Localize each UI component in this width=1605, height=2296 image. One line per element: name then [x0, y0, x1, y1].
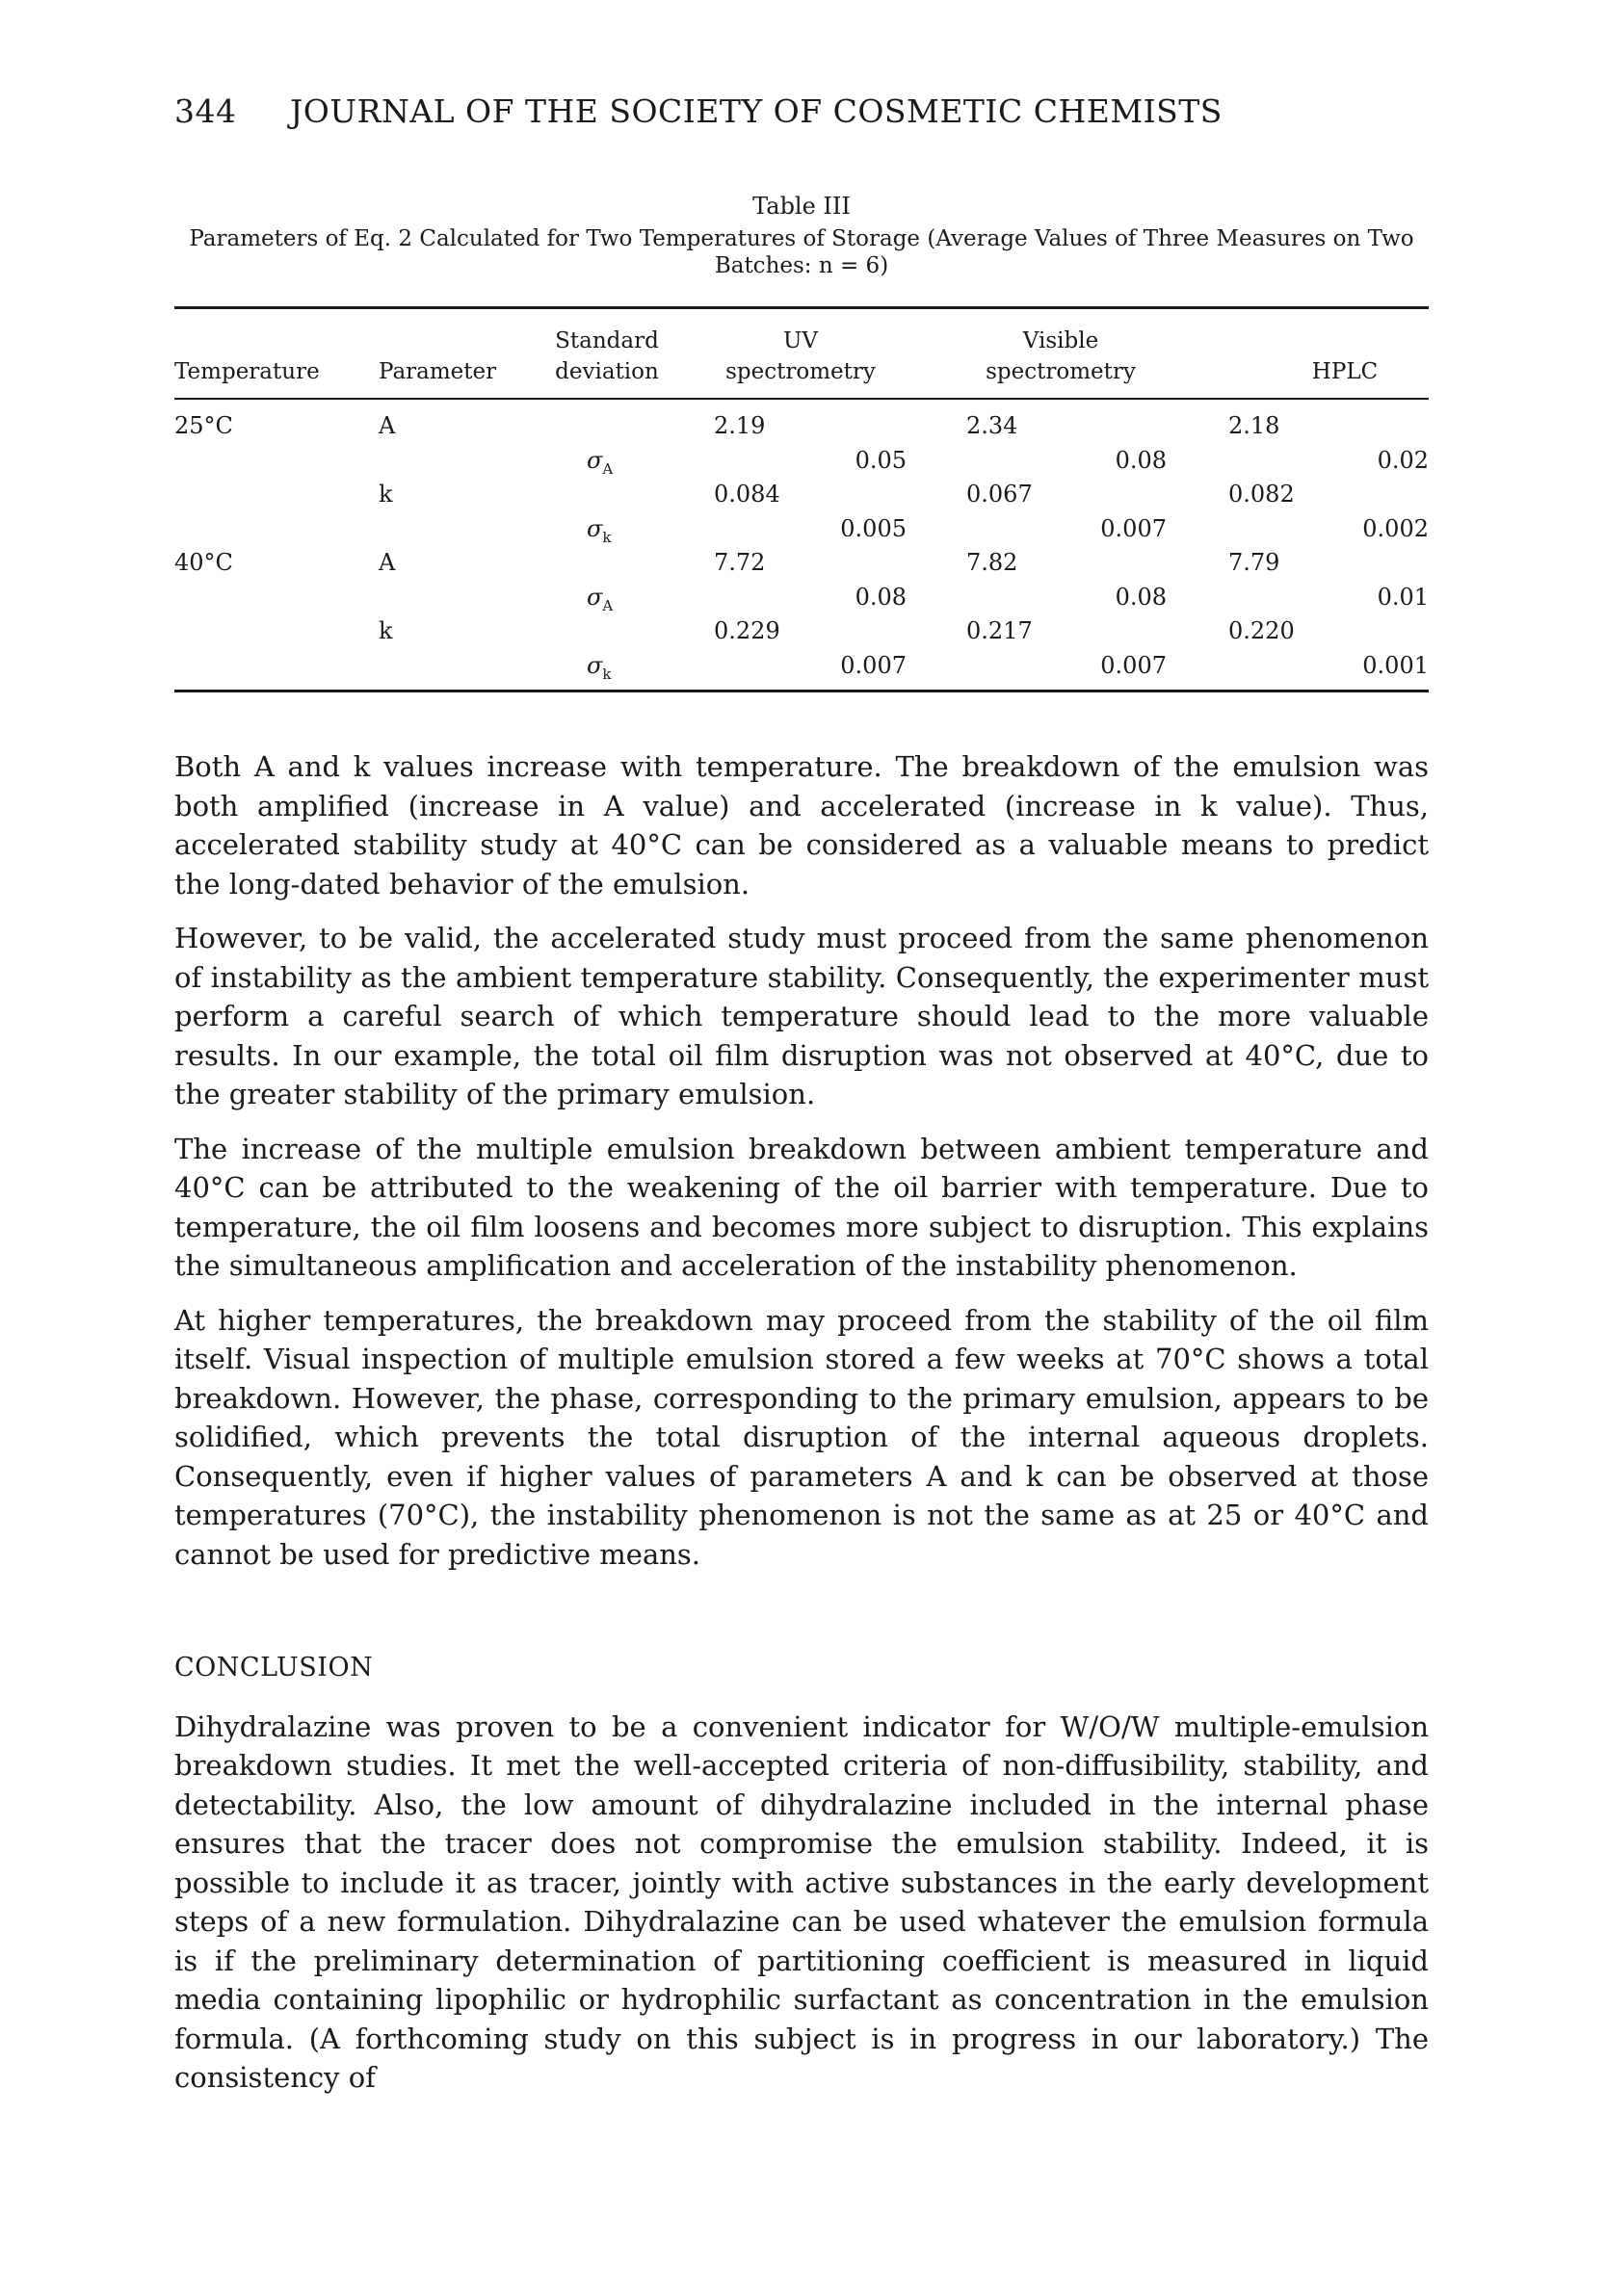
cell-uv-sd: 0.005: [840, 514, 907, 542]
header-uv-line1: UV: [783, 328, 818, 353]
cell-uv-value: 0.084: [714, 481, 780, 508]
cell-visible-value: 2.34: [966, 412, 1018, 439]
conclusion-paragraph: Dihydralazine was proven to be a convenient indicator for W/O/W multiple-emulsion breakdown studies. It met the well-accepted criteria of non-diffusibility, stability, and detectability. Also, the low amount of dihydralazine included in the internal phase ensures that the tracer does not compromise the emulsion stability. Indeed, it is possible to include it as tracer, jointly with active substances in the early development steps of a new formulation. Dihydralazine can be used whatever the emulsion formula is if the preliminary determination of partitioning coefficient is measured in liquid media containing lipophilic or hydrophilic surfactant as concentration in the emulsion formula. (A forthcoming study on this subject is in progress in our laboratory.) The consistency of: [174, 1709, 1429, 2094]
cell-visible-sd: 0.007: [1100, 651, 1167, 679]
cell-hplc-sd: 0.001: [1362, 651, 1429, 679]
cell-sigma: $\sigma_A$: [587, 446, 614, 478]
table-header-rule: [174, 398, 1429, 400]
cell-hplc-value: 2.18: [1228, 412, 1280, 439]
sigma-subscript: A: [602, 596, 614, 614]
header-uv-line2: spectrometry: [725, 359, 876, 384]
table-caption: [174, 193, 1429, 279]
cell-uv-sd: 0.08: [855, 583, 907, 611]
cell-parameter: A: [379, 549, 396, 576]
header-visible-line2: spectrometry: [986, 359, 1136, 384]
cell-hplc-value: 0.082: [1228, 481, 1295, 508]
cell-visible-sd: 0.08: [1115, 583, 1167, 611]
paragraph: The increase of the multiple emulsion breakdown between ambient temperature and 40°C can be attributed to the weakening of the oil barrier with temperature. Due to temperature, the oil film loosens and becomes more subject to disruption. This explains the simultaneous amplification and acceleration of the instability phenomenon.: [174, 1132, 1429, 1282]
paragraph: At higher temperatures, the breakdown may proceed from the stability of the oil film itself. Visual inspection of multiple emulsion stored a few weeks at 70°C shows a total breakdown. However, the phase, corresponding to the primary emulsion, appears to be solidified, which prevents the total disruption of the internal aqueous droplets. Consequently, even if higher values of parameters A and k can be observed at those temperatures (70°C), the instability phenomenon is not the same as at 25 or 40°C and cannot be used for predictive means.: [174, 1303, 1429, 1571]
running-head: [174, 92, 1427, 130]
cell-hplc-sd: 0.002: [1362, 514, 1429, 542]
cell-visible-value: 0.067: [966, 481, 1033, 508]
sigma-subscript: k: [602, 528, 612, 546]
table-title: Table III: [752, 193, 851, 220]
header-parameter: Parameter: [379, 359, 497, 384]
cell-parameter: k: [379, 481, 393, 508]
paragraph: However, to be valid, the accelerated study must proceed from the same phenomenon of instability as the ambient temperature stability. Consequently, the experimenter must perform a careful search of which temperature should lead to the more valuable results. In our example, the total oil film disruption was not observed at 40°C, due to the greater stability of the primary emulsion.: [174, 922, 1429, 1110]
header-temperature: Temperature: [174, 359, 320, 384]
cell-visible-sd: 0.007: [1100, 514, 1167, 542]
journal-title: JOURNAL OF THE SOCIETY OF COSMETIC CHEMISTS: [290, 92, 1223, 130]
conclusion-heading: CONCLUSION: [174, 1653, 374, 1683]
header-hplc: HPLC: [1311, 359, 1379, 384]
header-visible-line1: Visible: [1022, 328, 1099, 353]
page-number: 344: [174, 92, 237, 130]
cell-uv-sd: 0.007: [840, 651, 907, 679]
cell-visible-value: 0.217: [966, 617, 1033, 644]
table-top-rule: [174, 306, 1429, 309]
table-bottom-rule: [174, 690, 1429, 692]
cell-uv-sd: 0.05: [855, 446, 907, 474]
header-std-line2: deviation: [555, 359, 659, 384]
cell-uv-value: 2.19: [714, 412, 766, 439]
cell-visible-value: 7.82: [966, 549, 1018, 576]
cell-hplc-value: 0.220: [1228, 617, 1295, 644]
cell-sigma: $\sigma_k$: [587, 651, 612, 683]
cell-temperature: 40°C: [174, 549, 233, 576]
cell-hplc-sd: 0.02: [1377, 446, 1429, 474]
cell-parameter: k: [379, 617, 393, 644]
cell-visible-sd: 0.08: [1115, 446, 1167, 474]
table-iii: [174, 193, 1429, 683]
sigma-subscript: A: [602, 459, 614, 478]
cell-hplc-value: 7.79: [1228, 549, 1280, 576]
cell-temperature: 25°C: [174, 412, 233, 439]
cell-parameter: A: [379, 412, 396, 439]
table-caption-text: Parameters of Eq. 2 Calculated for Two Temperatures of Storage (Average Values of Three Measures on Two Batches: n = 6): [189, 226, 1414, 278]
cell-sigma: $\sigma_k$: [587, 514, 612, 546]
body-text: [174, 747, 1429, 2113]
cell-sigma: $\sigma_A$: [587, 583, 614, 614]
paragraph: Both A and k values increase with temperature. The breakdown of the emulsion was both amplified (increase in A value) and accelerated (increase in k value). Thus, accelerated stability study at 40°C can be considered as a valuable means to predict the long-dated behavior of the emulsion.: [174, 750, 1429, 900]
cell-uv-value: 7.72: [714, 549, 766, 576]
cell-uv-value: 0.229: [714, 617, 780, 644]
cell-hplc-sd: 0.01: [1377, 583, 1429, 611]
sigma-subscript: k: [602, 665, 612, 683]
header-std-line1: Standard: [555, 328, 659, 353]
